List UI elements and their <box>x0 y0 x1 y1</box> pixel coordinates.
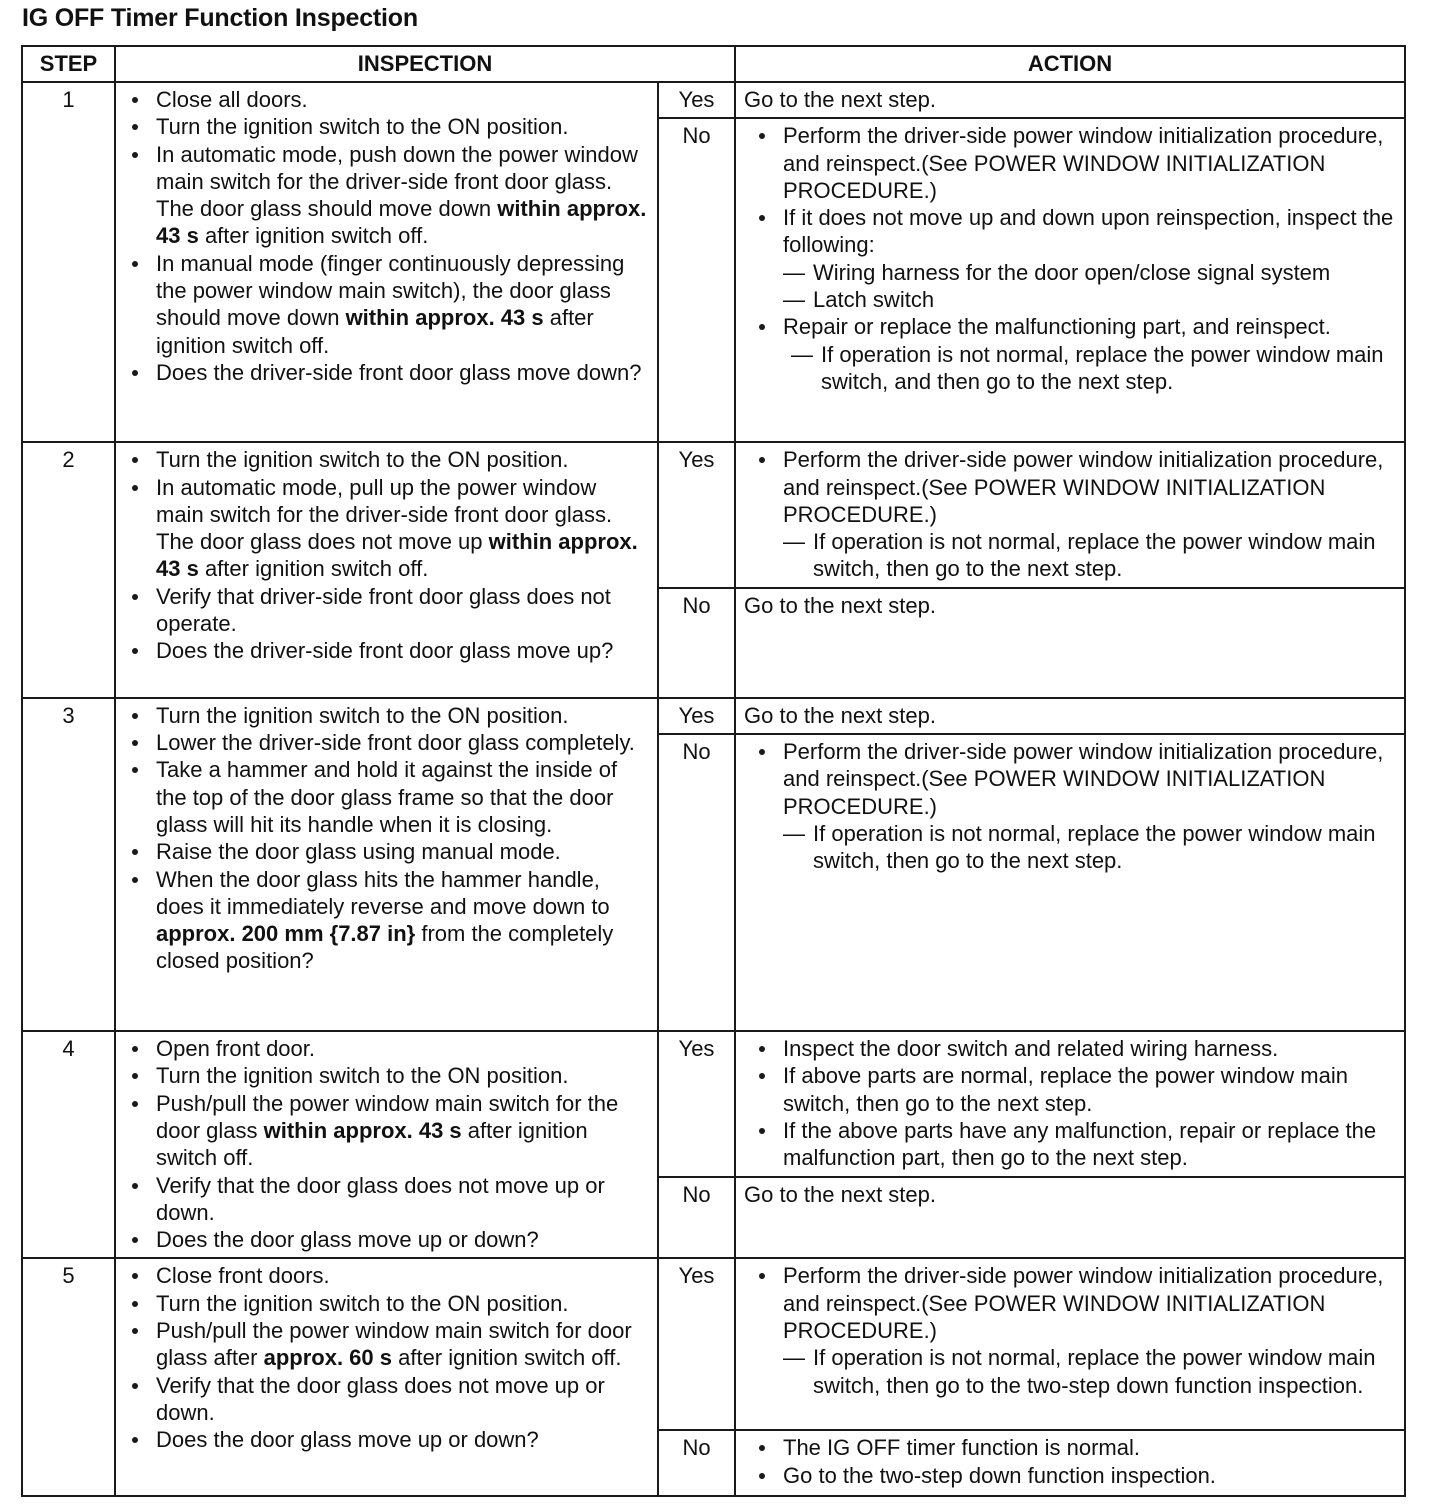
inspection-cell <box>115 698 658 1031</box>
action-yes: Go to the next step. <box>735 82 1405 118</box>
no-label: No <box>658 1177 735 1258</box>
action-no <box>735 1430 1405 1496</box>
inspection-table <box>21 45 1406 1497</box>
sub-item: — If operation is not normal, replace the power window main switch, then go to the two-step down function inspection. <box>783 1345 1376 1398</box>
sub-item: — If operation is not normal, replace the power window main switch, then go to the next step. <box>783 820 1376 874</box>
step-number: 4 <box>22 1031 115 1258</box>
list-item: Verify that the door glass does not move up or down. <box>130 1172 649 1227</box>
list-item: Turn the ignition switch to the ON position. <box>130 702 649 729</box>
list-item: Push/pull the power window main switch for the door glass within approx. 43 s after ignition switch off. <box>130 1090 649 1172</box>
action-no: Go to the next step. <box>735 588 1405 698</box>
inspection-list <box>130 1035 649 1253</box>
inspection-cell <box>115 1258 658 1496</box>
action-yes <box>735 1258 1405 1430</box>
list-item: Lower the driver-side front door glass completely. <box>130 729 649 756</box>
yes-label: Yes <box>658 442 735 587</box>
header-inspection: INSPECTION <box>115 46 735 82</box>
list-item: Turn the ignition switch to the ON position. <box>130 113 649 140</box>
table-row <box>22 1031 1405 1177</box>
yes-label: Yes <box>658 82 735 118</box>
sub-item: — If operation is not normal, replace the power window main switch, and then go to the next step. <box>791 341 1384 394</box>
list-item: Turn the ignition switch to the ON position. <box>130 1290 649 1317</box>
list-item: Does the driver-side front door glass move down? <box>130 359 649 386</box>
list-item: Perform the driver-side power window initialization procedure, and reinspect.(See POWER WINDOW INITIALIZATION PROCEDURE.) <box>744 122 1398 204</box>
list-item: If above parts are normal, replace the power window main switch, then go to the next step. <box>744 1062 1398 1117</box>
sub-item: — If operation is not normal, replace the power window main switch, then go to the next step. <box>783 529 1376 582</box>
inspection-cell <box>115 442 658 697</box>
list-item: Push/pull the power window main switch for door glass after approx. 60 s after ignition switch off. <box>130 1317 649 1372</box>
no-label: No <box>658 734 735 1031</box>
list-item: Close front doors. <box>130 1262 649 1289</box>
step-number: 3 <box>22 698 115 1031</box>
page-title: IG OFF Timer Function Inspection <box>22 4 418 32</box>
sub-item: — Latch switch <box>783 287 935 313</box>
header-action: ACTION <box>735 46 1405 82</box>
action-no <box>735 734 1405 1031</box>
list-item: Take a hammer and hold it against the inside of the top of the door glass frame so that the door glass will hit its handle when it is closing. <box>130 756 649 838</box>
step-number: 5 <box>22 1258 115 1496</box>
list-item: The IG OFF timer function is normal. <box>744 1434 1398 1461</box>
table-row <box>22 698 1405 734</box>
list-item: Turn the ignition switch to the ON position. <box>130 1062 649 1089</box>
list-item: Open front door. <box>130 1035 649 1062</box>
list-item: When the door glass hits the hammer handle, does it immediately reverse and move down to approx. 200 mm {7.87 in} from the completely closed position? <box>130 866 649 975</box>
table-row <box>22 82 1405 118</box>
list-item: Perform the driver-side power window initialization procedure, and reinspect.(See POWER WINDOW INITIALIZATION PROCEDURE.) <box>744 738 1398 820</box>
list-item: Inspect the door switch and related wiring harness. <box>744 1035 1398 1062</box>
list-item: Perform the driver-side power window initialization procedure, and reinspect.(See POWER WINDOW INITIALIZATION PROCEDURE.) <box>744 1262 1398 1344</box>
list-item: Repair or replace the malfunctioning part, and reinspect. <box>744 313 1398 340</box>
action-no: Go to the next step. <box>735 1177 1405 1258</box>
inspection-list <box>130 1262 649 1453</box>
inspection-cell <box>115 1031 658 1258</box>
sub-item: — Wiring harness for the door open/close signal system <box>783 259 1331 285</box>
list-item: Go to the two-step down function inspection. <box>744 1462 1398 1489</box>
inspection-list <box>130 702 649 975</box>
yes-label: Yes <box>658 1031 735 1177</box>
inspection-list <box>130 446 649 664</box>
list-item: Perform the driver-side power window initialization procedure, and reinspect.(See POWER WINDOW INITIALIZATION PROCEDURE.) <box>744 446 1398 528</box>
no-label: No <box>658 1430 735 1496</box>
action-yes <box>735 1031 1405 1177</box>
yes-label: Yes <box>658 1258 735 1430</box>
list-item: If the above parts have any malfunction, repair or replace the malfunction part, then go to the next step. <box>744 1117 1398 1172</box>
action-yes <box>735 442 1405 587</box>
list-item: In manual mode (finger continuously depressing the power window main switch), the door glass should move down within approx. 43 s after ignition switch off. <box>130 250 649 359</box>
table-header-row <box>22 46 1405 82</box>
table-row <box>22 442 1405 587</box>
step-number: 1 <box>22 82 115 442</box>
inspection-list <box>130 86 649 386</box>
list-item: Verify that the door glass does not move up or down. <box>130 1372 649 1427</box>
no-label: No <box>658 118 735 442</box>
list-item: Verify that driver-side front door glass does not operate. <box>130 583 649 638</box>
inspection-cell <box>115 82 658 442</box>
header-step: STEP <box>22 46 115 82</box>
list-item: Does the door glass move up or down? <box>130 1426 649 1453</box>
list-item: Does the driver-side front door glass move up? <box>130 637 649 664</box>
table-row <box>22 1258 1405 1430</box>
action-no <box>735 118 1405 442</box>
list-item: Does the door glass move up or down? <box>130 1226 649 1253</box>
list-item: If it does not move up and down upon reinspection, inspect the following: <box>744 204 1398 259</box>
no-label: No <box>658 588 735 698</box>
list-item: Close all doors. <box>130 86 649 113</box>
step-number: 2 <box>22 442 115 697</box>
list-item: Raise the door glass using manual mode. <box>130 838 649 865</box>
list-item: Turn the ignition switch to the ON position. <box>130 446 649 473</box>
list-item: In automatic mode, pull up the power window main switch for the driver-side front door glass. The door glass does not move up within approx. 43 s after ignition switch off. <box>130 474 649 583</box>
action-yes: Go to the next step. <box>735 698 1405 734</box>
yes-label: Yes <box>658 698 735 734</box>
list-item: In automatic mode, push down the power window main switch for the driver-side front door glass. The door glass should move down within approx. 43 s after ignition switch off. <box>130 141 649 250</box>
